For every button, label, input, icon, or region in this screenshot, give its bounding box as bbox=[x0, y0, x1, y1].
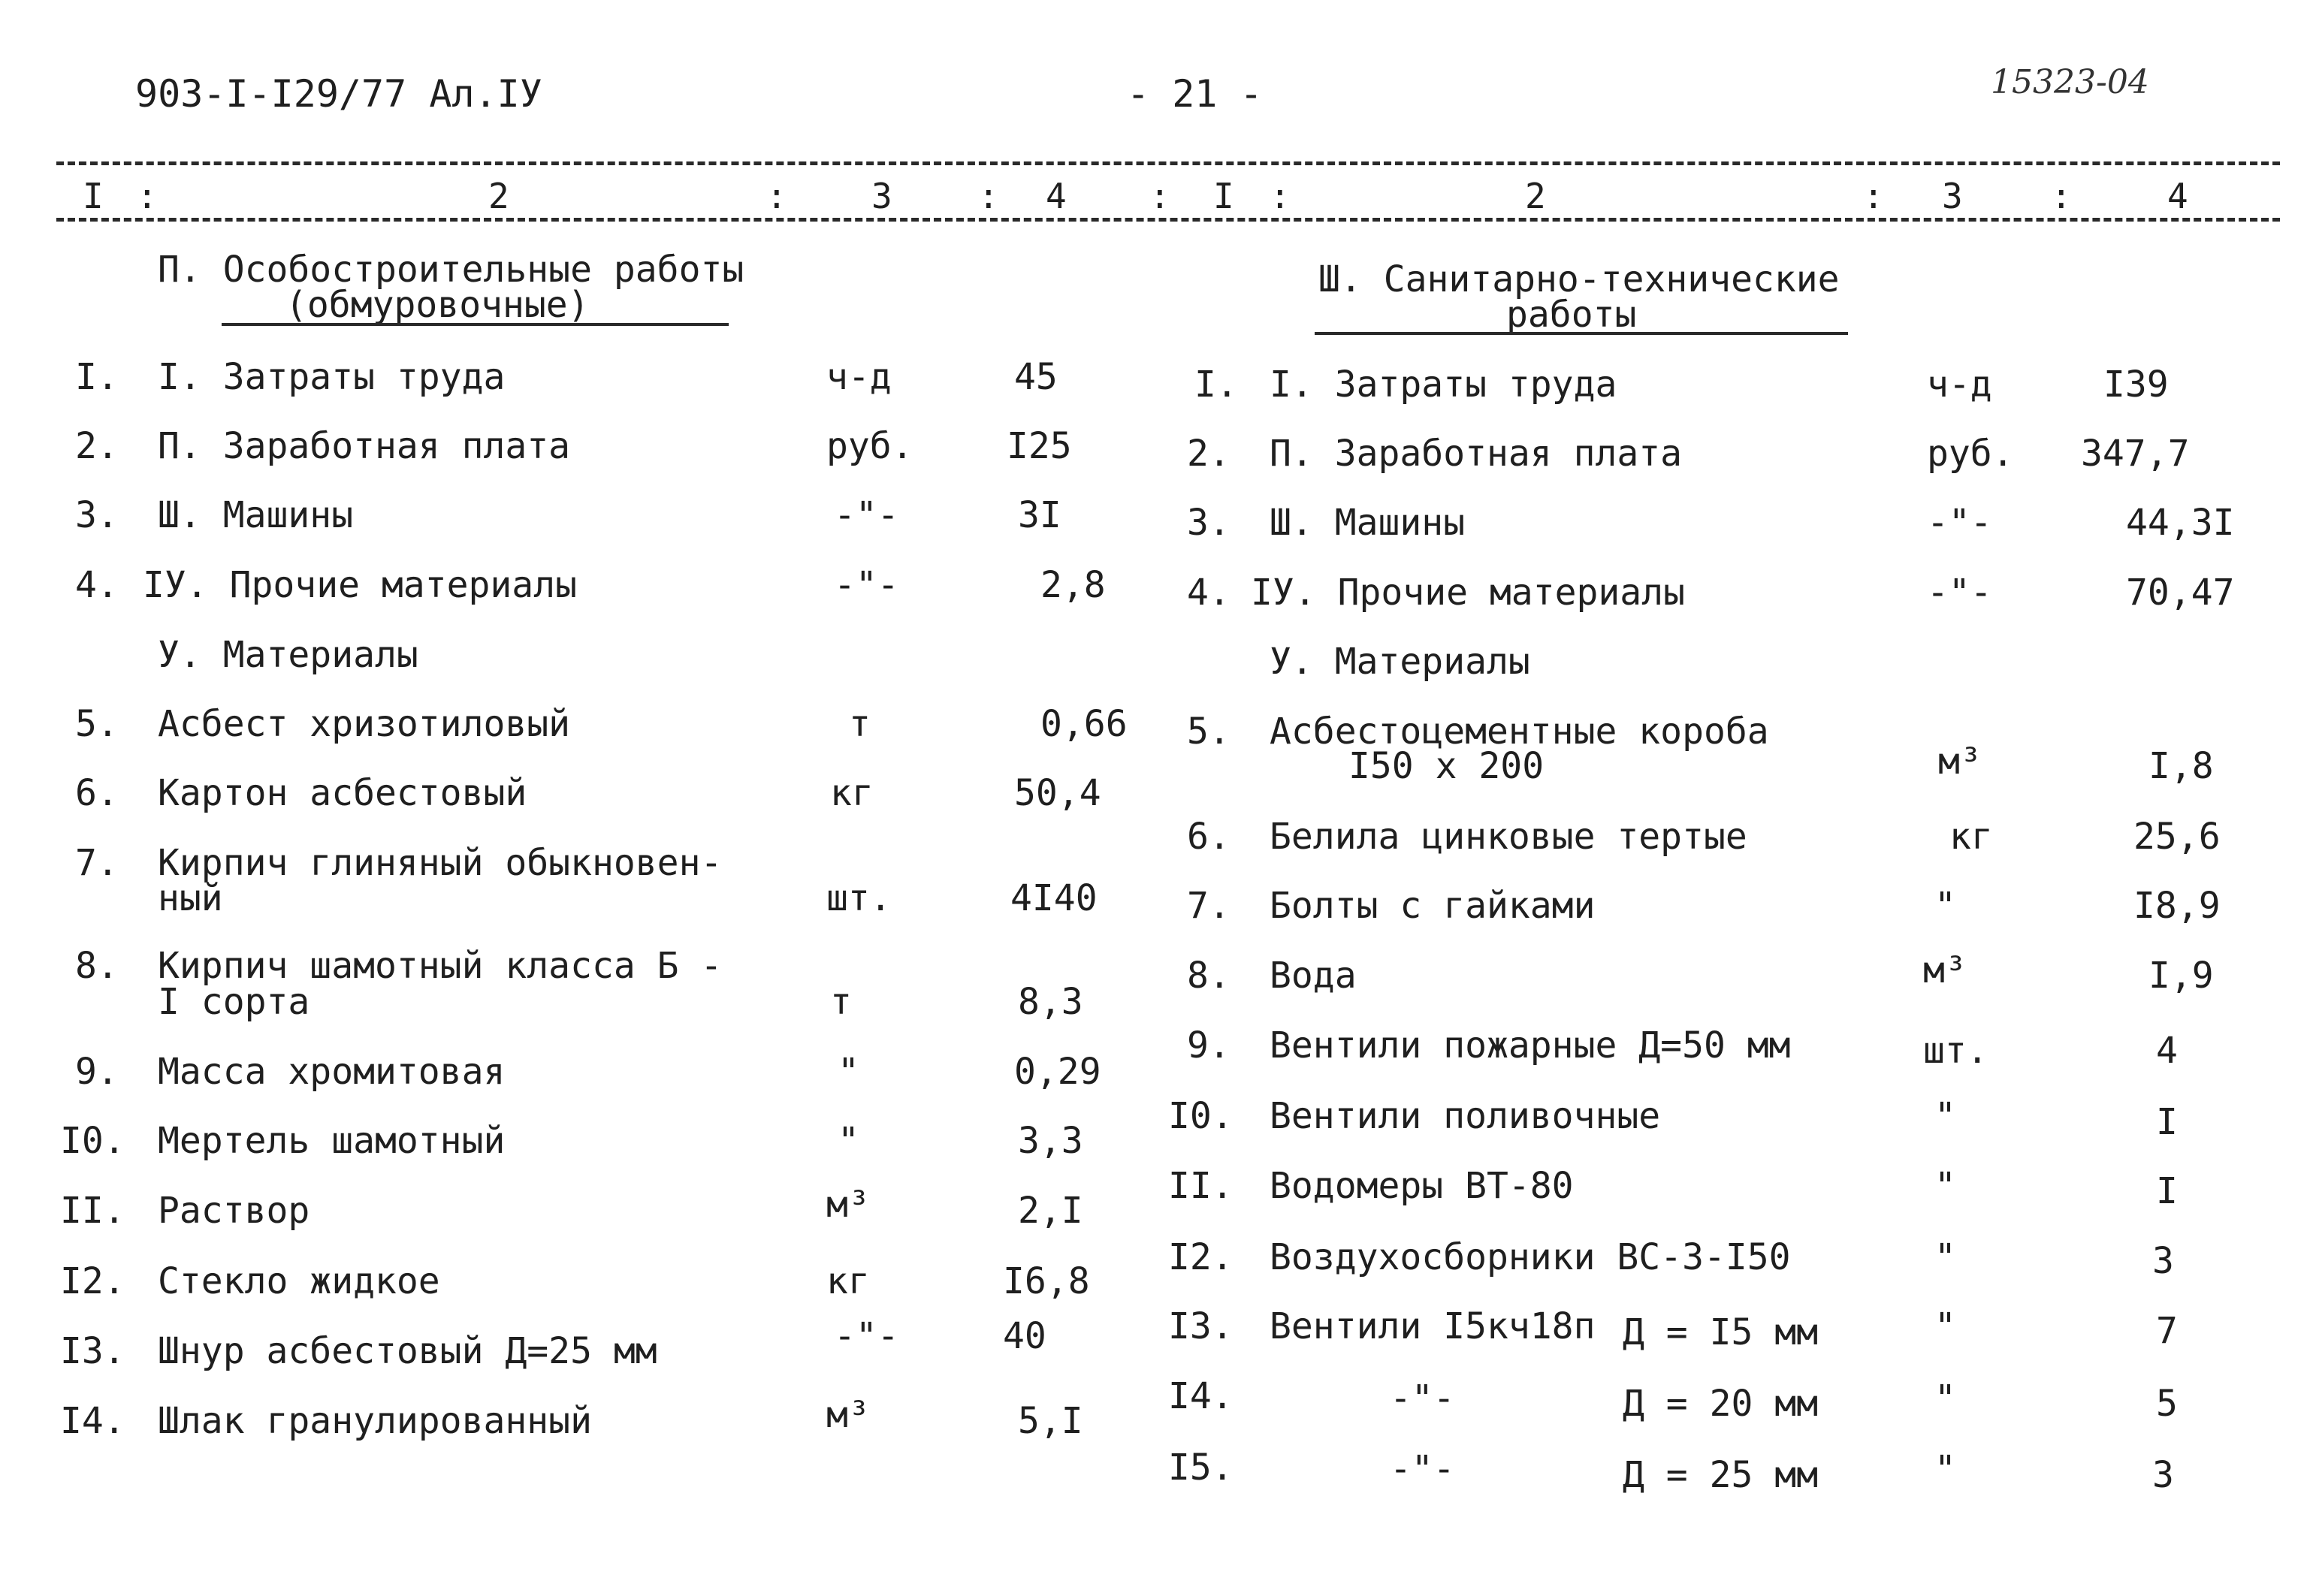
right-section-title: Ш. Санитарно-технические bbox=[1318, 258, 1840, 300]
row-qty: 44,3I bbox=[2126, 502, 2235, 544]
row-qty: I8,9 bbox=[2133, 885, 2221, 927]
row-number: I0. bbox=[1168, 1095, 1234, 1137]
row-number: 7. bbox=[1187, 885, 1231, 927]
row-qty: 4I40 bbox=[1010, 877, 1098, 919]
row-number: 4. bbox=[75, 564, 119, 606]
row-qty: 3,3 bbox=[1018, 1120, 1083, 1162]
header-rule-bottom bbox=[56, 218, 2280, 222]
row-unit: " bbox=[1934, 885, 1956, 927]
row-qty: 0,29 bbox=[1014, 1051, 1101, 1093]
column-number-right-1: I bbox=[1213, 176, 1234, 216]
row-name: Воздухосборники ВС-3-I50 bbox=[1270, 1236, 1791, 1278]
row-name: I. Затраты труда bbox=[1270, 364, 1617, 406]
row-number: 8. bbox=[75, 945, 119, 987]
row-unit: " bbox=[838, 1051, 859, 1093]
row-unit: т bbox=[830, 981, 852, 1023]
subsection-label: У. Материалы bbox=[1270, 641, 1530, 683]
column-number-right-3: 3 bbox=[1942, 176, 1963, 216]
row-unit: -"- bbox=[834, 564, 899, 606]
row-diameter: Д = 25 мм bbox=[1623, 1454, 1819, 1496]
row-qty: I,8 bbox=[2148, 745, 2214, 787]
row-unit: " bbox=[1934, 1236, 1956, 1278]
row-unit: " bbox=[838, 1120, 859, 1162]
row-qty: 50,4 bbox=[1014, 772, 1101, 814]
row-number: 5. bbox=[75, 703, 119, 745]
row-qty: 3 bbox=[2152, 1454, 2174, 1496]
row-unit: -"- bbox=[834, 494, 899, 536]
row-number: 8. bbox=[1187, 955, 1231, 997]
document-code: 903-I-I29/77 Ал.IУ bbox=[135, 72, 542, 116]
row-qty: I25 bbox=[1007, 425, 1072, 467]
row-unit: т bbox=[849, 703, 871, 745]
row-qty: 7 bbox=[2156, 1310, 2178, 1352]
row-unit: шт. bbox=[826, 877, 892, 919]
row-number: I2. bbox=[1168, 1236, 1234, 1278]
row-name: IУ. Прочие материалы bbox=[143, 564, 577, 606]
row-name: Картон асбестовый bbox=[158, 772, 527, 814]
row-qty: 0,66 bbox=[1040, 703, 1128, 745]
row-number: I4. bbox=[60, 1400, 125, 1442]
row-unit: м³ bbox=[826, 1184, 870, 1226]
row-qty: 347,7 bbox=[2081, 433, 2190, 475]
row-qty: 2,I bbox=[1018, 1190, 1083, 1232]
row-unit: руб. bbox=[1927, 433, 2014, 475]
row-number: 2. bbox=[75, 425, 119, 467]
column-number-left-3: 3 bbox=[871, 176, 892, 216]
row-unit: " bbox=[1934, 1165, 1956, 1207]
row-unit: -"- bbox=[834, 1315, 899, 1357]
row-name: Белила цинковые тертые bbox=[1270, 816, 1747, 858]
row-unit: " bbox=[1934, 1377, 1956, 1420]
archive-stamp-number: 15323-04 bbox=[1991, 63, 2149, 101]
row-unit: -"- bbox=[1927, 502, 1992, 544]
row-number: II. bbox=[60, 1190, 125, 1232]
row-number: I. bbox=[1194, 364, 1238, 406]
row-number: 6. bbox=[1187, 816, 1231, 858]
row-unit: ч-д bbox=[826, 356, 892, 398]
row-number: I. bbox=[75, 356, 119, 398]
row-name: Вода bbox=[1270, 955, 1357, 997]
row-number: I5. bbox=[1168, 1447, 1234, 1489]
row-qty: 40 bbox=[1003, 1315, 1046, 1357]
row-diameter: Д = I5 мм bbox=[1623, 1311, 1819, 1353]
left-section-subtitle: (обмуровочные) bbox=[285, 284, 590, 326]
row-unit: м³ bbox=[1938, 741, 1982, 783]
column-separator: : bbox=[1863, 176, 1884, 216]
row-name: -"- bbox=[1390, 1448, 1455, 1490]
row-qty: 5 bbox=[2156, 1383, 2178, 1425]
column-number-right-4: 4 bbox=[2167, 176, 2188, 216]
right-section-underline bbox=[1315, 332, 1848, 335]
row-name: Ш. Машины bbox=[1270, 502, 1466, 544]
row-qty: I bbox=[2156, 1170, 2178, 1212]
row-name: IУ. Прочие материалы bbox=[1251, 572, 1685, 614]
column-separator: : bbox=[137, 176, 158, 216]
row-name: Ш. Машины bbox=[158, 494, 354, 536]
row-number: 3. bbox=[75, 494, 119, 536]
row-name: П. Заработная плата bbox=[158, 425, 571, 467]
row-unit: " bbox=[1934, 1305, 1956, 1347]
row-qty: 3I bbox=[1018, 494, 1061, 536]
row-qty: 4 bbox=[2156, 1030, 2178, 1072]
row-qty: I6,8 bbox=[1003, 1260, 1090, 1302]
row-number: II. bbox=[1168, 1165, 1234, 1207]
row-number: 4. bbox=[1187, 572, 1231, 614]
row-qty: I,9 bbox=[2148, 955, 2214, 997]
row-unit: " bbox=[1934, 1448, 1956, 1490]
page-number: - 21 - bbox=[1127, 72, 1263, 116]
row-name-continued: I50 x 200 bbox=[1348, 745, 1545, 787]
row-name: Водомеры ВТ-80 bbox=[1270, 1165, 1574, 1207]
row-name: Стекло жидкое bbox=[158, 1260, 440, 1302]
row-name: Асбест хризотиловый bbox=[158, 703, 571, 745]
row-unit: кг bbox=[830, 772, 874, 814]
row-qty: 5,I bbox=[1018, 1400, 1083, 1442]
row-name-continued: ный bbox=[158, 877, 223, 919]
column-number-left-2: 2 bbox=[488, 176, 509, 216]
column-separator: : bbox=[2051, 176, 2072, 216]
row-number: 5. bbox=[1187, 711, 1231, 753]
row-qty: I bbox=[2156, 1101, 2178, 1143]
row-name: I. Затраты труда bbox=[158, 356, 506, 398]
column-number-left-4: 4 bbox=[1046, 176, 1067, 216]
header-rule-top bbox=[56, 161, 2280, 165]
row-name: Мертель шамотный bbox=[158, 1120, 506, 1162]
row-number: 2. bbox=[1187, 433, 1231, 475]
row-name: Асбестоцементные короба bbox=[1270, 711, 1769, 753]
row-unit: м³ bbox=[826, 1394, 870, 1436]
row-name: Раствор bbox=[158, 1190, 310, 1232]
row-unit: " bbox=[1934, 1095, 1956, 1137]
row-number: I3. bbox=[1168, 1305, 1234, 1347]
row-qty: 25,6 bbox=[2133, 816, 2221, 858]
left-section-title: П. Особостроительные работы bbox=[158, 249, 744, 291]
row-unit: шт. bbox=[1923, 1030, 1988, 1072]
column-number-left-1: I bbox=[83, 176, 104, 216]
row-name: Болты с гайками bbox=[1270, 885, 1596, 927]
row-qty: 8,3 bbox=[1018, 981, 1083, 1023]
row-number: I4. bbox=[1168, 1375, 1234, 1417]
row-unit: кг bbox=[1949, 816, 1993, 858]
row-qty: 3 bbox=[2152, 1240, 2174, 1282]
row-name: -"- bbox=[1390, 1377, 1455, 1420]
row-number: I0. bbox=[60, 1120, 125, 1162]
row-qty: 45 bbox=[1014, 356, 1058, 398]
row-number: 9. bbox=[75, 1051, 119, 1093]
column-separator: : bbox=[1149, 176, 1170, 216]
row-name: Шнур асбестовый Д=25 мм bbox=[158, 1330, 657, 1372]
row-name: Кирпич глиняный обыкновен- bbox=[158, 842, 723, 884]
row-unit: ч-д bbox=[1927, 364, 1992, 406]
row-name: Вентили I5кч18п bbox=[1270, 1305, 1596, 1347]
row-diameter: Д = 20 мм bbox=[1623, 1383, 1819, 1425]
row-number: I3. bbox=[60, 1330, 125, 1372]
row-number: 9. bbox=[1187, 1024, 1231, 1067]
row-name: Вентили пожарные Д=50 мм bbox=[1270, 1024, 1791, 1067]
subsection-label: У. Материалы bbox=[158, 634, 418, 676]
row-number: 7. bbox=[75, 842, 119, 884]
row-qty: 2,8 bbox=[1040, 564, 1106, 606]
row-name: П. Заработная плата bbox=[1270, 433, 1683, 475]
row-unit: -"- bbox=[1927, 572, 1992, 614]
column-number-right-2: 2 bbox=[1525, 176, 1546, 216]
row-qty: I39 bbox=[2103, 364, 2169, 406]
column-separator: : bbox=[978, 176, 999, 216]
row-name: Кирпич шамотный класса Б - bbox=[158, 945, 723, 987]
row-name: Вентили поливочные bbox=[1270, 1095, 1661, 1137]
row-name: Шлак гранулированный bbox=[158, 1400, 592, 1442]
row-unit: м³ bbox=[1923, 949, 1967, 991]
column-separator: : bbox=[766, 176, 787, 216]
left-section-underline bbox=[222, 323, 729, 326]
column-separator: : bbox=[1270, 176, 1291, 216]
row-qty: 70,47 bbox=[2126, 572, 2235, 614]
row-name-continued: I сорта bbox=[158, 981, 310, 1023]
row-name: Масса хромитовая bbox=[158, 1051, 506, 1093]
right-section-subtitle: работы bbox=[1506, 294, 1637, 336]
row-number: 3. bbox=[1187, 502, 1231, 544]
row-number: I2. bbox=[60, 1260, 125, 1302]
row-number: 6. bbox=[75, 772, 119, 814]
row-unit: кг bbox=[826, 1260, 870, 1302]
row-unit: руб. bbox=[826, 425, 913, 467]
